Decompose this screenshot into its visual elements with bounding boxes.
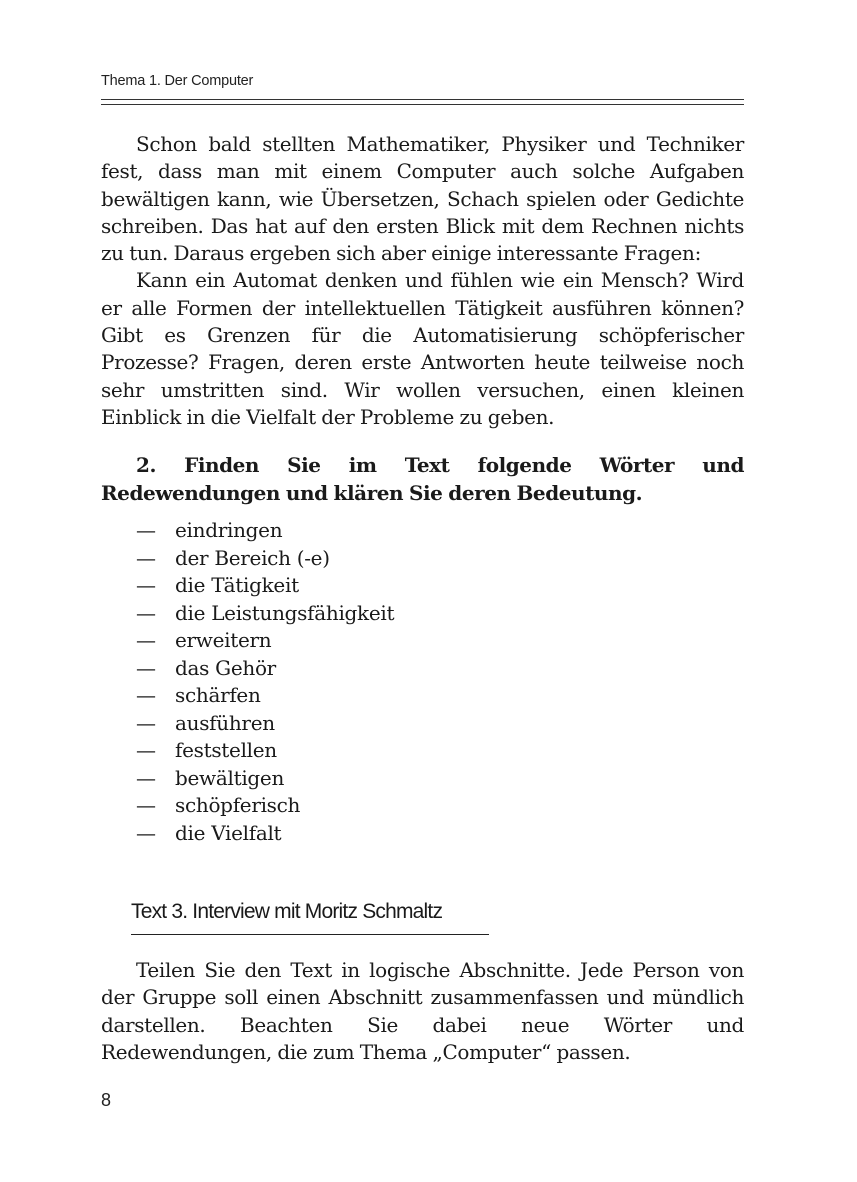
running-head: Thema 1. Der Computer xyxy=(101,73,254,89)
vocab-term: die Tätigkeit xyxy=(175,573,299,597)
list-item xyxy=(136,792,394,820)
vocabulary-list xyxy=(136,517,394,847)
vocab-term: ausführen xyxy=(175,710,275,735)
instruction-text xyxy=(101,957,744,1066)
dash-bullet: — xyxy=(136,765,156,790)
dash-bullet: — xyxy=(136,820,156,845)
vocab-term: bewältigen xyxy=(175,765,285,790)
vocab-term: erweitern xyxy=(175,628,272,652)
list-item xyxy=(136,655,394,683)
vocab-term: feststellen xyxy=(175,738,277,762)
list-item xyxy=(136,627,394,655)
vocab-term: die Vielfalt xyxy=(175,820,282,845)
dash-bullet: — xyxy=(136,518,156,542)
dash-bullet: — xyxy=(136,683,156,707)
list-item xyxy=(136,572,394,600)
intro-paragraph-1: Schon bald stellten Mathematiker, Physiker und Techniker fest, dass man mit einem Computer auch solche Aufgaben bewältigen kann, wie Übersetzen, Schach spielen oder Gedichte schreiben. Das hat auf den ersten Blick mit dem Rechnen nichts zu tun. Daraus ergeben sich aber einige interessante Fragen: xyxy=(101,132,744,266)
task-heading: 2. Finden Sie im Text folgende Wörter und Redewendungen und klären Sie deren Bedeutung. xyxy=(101,453,744,505)
list-item xyxy=(136,600,394,628)
header-double-rule xyxy=(101,99,744,105)
vocab-term: der Bereich (-e) xyxy=(175,545,330,570)
dash-bullet: — xyxy=(136,655,156,680)
dash-bullet: — xyxy=(136,738,156,762)
dash-bullet: — xyxy=(136,573,156,597)
vocab-term: schärfen xyxy=(175,683,261,707)
intro-paragraph-2: Kann ein Automat denken und fühlen wie ein Mensch? Wird er alle Formen der intellektuellen Tätigkeit ausführen können? Gibt es Grenzen für die Automatisierung schöpferischer Prozesse? Fragen, deren erste Antworten heute teilweise noch sehr umstritten sind. Wir wollen versuchen, einen kleinen Einblick in die Vielfalt der Probleme zu geben. xyxy=(101,268,744,429)
list-item xyxy=(136,710,394,738)
vocab-term: die Leistungsfähigkeit xyxy=(175,600,395,625)
vocab-term: das Gehör xyxy=(175,655,276,680)
list-item xyxy=(136,682,394,710)
intro-text xyxy=(101,131,744,431)
vocab-term: eindringen xyxy=(175,518,283,542)
vocab-term: schöpferisch xyxy=(175,793,301,817)
list-item xyxy=(136,820,394,848)
list-item xyxy=(136,517,394,545)
list-item xyxy=(136,737,394,765)
page-number: 8 xyxy=(101,1090,112,1110)
list-item xyxy=(136,765,394,793)
dash-bullet: — xyxy=(136,793,156,817)
dash-bullet: — xyxy=(136,628,156,652)
section-title: Text 3. Interview mit Moritz Schmaltz xyxy=(131,900,443,923)
dash-bullet: — xyxy=(136,545,156,570)
section-title-underline xyxy=(131,934,489,935)
instruction-paragraph: Teilen Sie den Text in logische Abschnitte. Jede Person von der Gruppe soll einen Abschnitt zusammenfassen und mündlich darstellen. Beachten Sie dabei neue Wörter und Redewendungen, die zum Thema „Computer“ passen. xyxy=(101,958,744,1064)
dash-bullet: — xyxy=(136,710,156,735)
dash-bullet: — xyxy=(136,600,156,625)
list-item xyxy=(136,545,394,573)
